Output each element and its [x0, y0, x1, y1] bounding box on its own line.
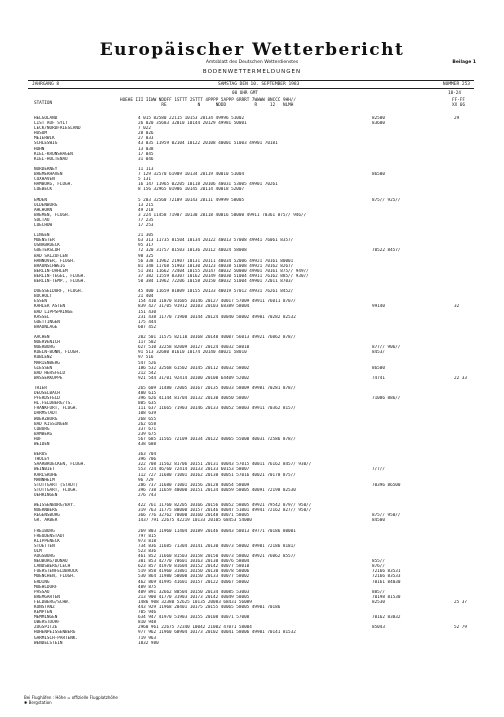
synop-code-groups: 63 313 11735 81504 10134 20122 40013 57008 49941 76061 8357/	[138, 238, 294, 244]
synop-code-groups: 268 655	[138, 416, 157, 422]
synop-code-groups: 547 526	[138, 360, 157, 366]
extra-groups: 876//	[372, 564, 385, 570]
issue-info-bar	[28, 80, 474, 89]
synop-code-groups: 1437 791 22675 42219 10133 20105 68453 54000	[138, 518, 252, 524]
station-name: AACHEN	[34, 335, 50, 341]
synop-code-groups: 443 929 11968 20401 10175 20155 40065 58005 49901 70186	[138, 605, 281, 610]
extra-groups: 82500	[372, 116, 385, 121]
station-name: KOELN-BONN, FLUGH.	[34, 350, 81, 356]
table-row	[34, 325, 474, 330]
section-heading: BODENWETTERMELDUNGEN	[202, 69, 302, 75]
table-row	[34, 493, 474, 498]
station-name: HOHENPEISSENBERG	[34, 630, 76, 636]
extra-groups: 8453/	[372, 350, 385, 356]
station-name: LINGEN	[34, 233, 50, 239]
station-name: DARMSTADT	[34, 411, 58, 417]
synop-code-groups: 519 858 41960 31801 10150 20130 40078 58006	[138, 569, 250, 575]
extra-groups: 70198 81530	[372, 594, 401, 600]
synop-code-groups: 98 325	[138, 253, 154, 259]
synop-code-groups: 37 382 11559 83307 10162 20149 40030 51004 49911 76162 885// 930//	[138, 273, 309, 279]
extra-groups: 99140	[372, 304, 385, 310]
synop-code-groups: 3 224 11458 71907 10130 20118 40016 50000 49911 70361 875// 946//	[138, 212, 307, 218]
synop-code-groups: 921 544 31/01 92414 10100 20100 64409 52002	[138, 375, 250, 381]
issue-number: NUMMER 253	[442, 82, 470, 87]
station-name: DUESSELDORF, FLUGH.	[34, 289, 84, 295]
synop-code-groups: 96 729	[138, 477, 154, 483]
station-name: BERUS	[34, 452, 47, 458]
station-name: ERDING	[34, 579, 50, 585]
synop-code-groups: 1486 908 32380 52625 10135 20083 68431 56009	[138, 599, 252, 605]
volume-label: JAHRGANG 8	[32, 82, 60, 87]
synop-code-groups: 839 427 31/05 91912 10103 20103 68389 58004	[138, 304, 250, 310]
synop-code-groups: 286 737 11680 71001 10156 20128 40054 58009	[138, 482, 250, 488]
station-name: LUECHOW	[34, 222, 53, 228]
station-name: STUTTGART, FLUGH.	[34, 487, 78, 493]
station-name: MUEHLDORF	[34, 584, 58, 590]
station-name: NUERNBERG	[34, 508, 58, 514]
station-name: MUENCHEN, FLUGH.	[34, 574, 76, 580]
station-name: HUSUM	[34, 131, 47, 137]
column-header-right: FF-FF	[452, 98, 465, 103]
station-name: NORDERNEY	[34, 166, 58, 172]
synop-code-groups: 72 320 31757 81503 10136 20112 40024 58008	[138, 248, 247, 254]
table-row	[34, 641, 474, 646]
synop-code-groups: 719 963	[138, 635, 157, 641]
station-name: DEUSELBACH	[34, 391, 60, 397]
station-name: NOERVENICH	[34, 340, 60, 346]
station-name: BAD HERSFELD	[34, 370, 66, 376]
synop-code-groups: 43 035 11959 02104 10122 20108 40001 51003 49901 70181	[138, 141, 278, 147]
station-name: SCHLESWIG	[34, 141, 58, 147]
station-name: MUENSTER	[34, 238, 55, 244]
extra-groups: 83600	[372, 121, 385, 127]
synop-code-groups: 175 444	[138, 319, 157, 325]
station-name: LUEBECK	[34, 187, 53, 193]
extra-groups: 72166 83533	[372, 574, 401, 580]
station-name: WUERZBURG	[34, 416, 58, 422]
station-name: KOBLENZ	[34, 355, 53, 361]
station-name: KIEL-HOLTENAU	[34, 156, 68, 162]
station-name: LECK/NORDFRIESLAND	[34, 126, 81, 132]
synop-code-groups: 627 510 32258 82009 10127 20124 40032 58010	[138, 345, 250, 351]
synop-code-groups: 567 685 11565 72109 10134 20122 40065 55000 40031 72586 878//	[138, 436, 296, 442]
extra-groups: 84500	[372, 518, 385, 524]
synop-code-groups: 7 129 32570 61909 10134 20119 40010 51004	[138, 172, 245, 178]
station-name: COBURG	[34, 426, 50, 432]
synop-code-groups: 151 430	[138, 309, 157, 315]
peak-gust-values: 29	[454, 116, 460, 121]
synop-code-groups: 31 046	[138, 156, 154, 162]
synop-code-groups: 462 869 41995 41601 10157 20122 40067 58002	[138, 579, 250, 585]
station-name: KIEL-KRONSHAGEN	[34, 151, 73, 157]
station-name: MANNHEIM	[34, 477, 55, 483]
synop-code-groups: 111 637 11665 71903 10146 20133 40052 58003 49911 70362 8157/	[138, 406, 296, 412]
station-table	[34, 116, 474, 646]
station-name: HANNOVER, FLUGH.	[34, 258, 76, 264]
station-name: MEIERWIK	[34, 136, 55, 142]
synop-code-groups: 805 635	[138, 401, 157, 407]
synop-code-groups: 623 857 41970 81604 10152 20142 40077 58010	[138, 564, 250, 570]
station-name: WASSERKUPPE	[34, 375, 63, 381]
synop-code-groups: 322 708 11562 81706 10151 20131 40043 57015 40011 76162 8457/ 930//	[138, 462, 312, 468]
synop-code-groups: 91 513 32680 81610 10174 20140 40021 58010	[138, 350, 247, 356]
station-name: CUXHAVEN	[34, 177, 55, 183]
synop-code-groups: 202 501 11575 82110 10168 20140 40007 56013 49921 76062 878//	[138, 335, 296, 341]
synop-code-groups: 45 400 11659 81809 10155 20133 40019 57012 49931 76261 8452/	[138, 289, 294, 295]
synop-code-groups: 734 836 11685 71304 10141 20130 40073 58002 49981 72186 8181/	[138, 543, 296, 549]
synop-code-groups: 396 738 11659 40000 10151 20134 40059 58005 40091 72198 82530	[138, 487, 296, 493]
footnote-line-2: ✱ Bergstation	[24, 700, 52, 705]
synop-code-groups: 7 022	[138, 126, 151, 132]
table-row	[34, 518, 474, 523]
synop-code-groups: 396 706	[138, 457, 157, 463]
station-name: ULM	[34, 548, 42, 554]
synop-code-groups: 319 763 11775 80000 10157 20146 40047 51001 49941 72162 827// 950//	[138, 508, 312, 514]
station-name: LANDSBERG/LECH	[34, 564, 71, 570]
synop-code-groups: 797 815	[138, 533, 157, 539]
synop-code-groups: 95 317	[138, 243, 154, 249]
station-name: EMDEN	[34, 197, 47, 203]
issue-date: SAMSTAG DEN 10. SEPTEMBER 1983	[218, 82, 300, 87]
station-name: BAMBERG	[34, 431, 53, 437]
station-name: KARLSRUHE	[34, 472, 58, 478]
synop-code-groups: 438 688	[138, 442, 157, 447]
column-header-right-sub: XX 66	[452, 103, 465, 108]
synop-code-groups: 13 038	[138, 146, 154, 152]
station-name: KONSTANZ	[34, 605, 55, 610]
extra-groups: 70396 86500	[372, 482, 401, 488]
synop-code-groups: 154 410 11870 81605 10146 20127 40017 57009 49911 76011 8707/	[138, 299, 296, 305]
table-row	[34, 223, 474, 228]
synop-code-groups: 530 864 11980 50000 10150 20133 40077 58002	[138, 574, 250, 580]
footnote-line-1: Bei Flughäfen : Höhe = offizielle Flugplatzhöhe	[24, 695, 118, 700]
synop-code-groups: 49 218	[138, 207, 154, 213]
station-name: BERLIN-TEMP., FLUGH.	[34, 279, 86, 284]
station-name: SOLTAU	[34, 217, 50, 223]
synop-code-groups: 28 026	[138, 131, 154, 137]
synop-code-groups: 50 384 11962 72206 10158 20150 40032 51004 49901 72011 8703/	[138, 279, 294, 284]
document-subtitle: Amtsblatt des Deutschen Wetterdienstes	[205, 60, 299, 65]
station-name: GR. ARBER	[34, 518, 58, 524]
synop-code-groups: 1832 980	[138, 640, 159, 646]
station-name: BAD KISSINGEN	[34, 421, 68, 427]
table-row	[34, 157, 474, 162]
synop-code-groups: 480 615	[138, 391, 157, 397]
synop-code-groups: 212 542	[138, 370, 157, 376]
synop-code-groups: 213 900 41770 31903 10173 20142 40049 58005	[138, 594, 250, 600]
station-name: KASSEL	[34, 314, 50, 320]
station-name: OLDENBURG	[34, 202, 58, 208]
supplement-label: Beilage 1	[452, 60, 476, 65]
station-name: NUERBURG	[34, 345, 55, 351]
synop-code-groups: 607 452	[138, 324, 157, 330]
extra-groups: 875// 925//	[372, 197, 401, 203]
station-name: OSNABRUECK	[34, 243, 60, 249]
station-name: KAHLER ASTEN	[34, 304, 66, 310]
station-name: WENDELSTEIN	[34, 640, 63, 646]
synop-code-groups: 523 836	[138, 548, 157, 554]
observation-time: 00 UHR GMT	[232, 91, 258, 96]
synop-code-groups: 5 131	[138, 177, 151, 183]
station-name: TRIER	[34, 385, 47, 391]
synop-code-groups: 21 305	[138, 233, 154, 239]
synop-code-groups: 363 704	[138, 452, 157, 458]
station-name: GOETTINGEN	[34, 319, 60, 325]
synop-code-groups: 8 156 32965 01906 10145 20114 40018 52007	[138, 187, 245, 193]
station-name: MARIENBERG	[34, 360, 60, 366]
extra-groups: 70161 84030	[372, 579, 401, 585]
station-name: BREMERHAVEN	[34, 172, 63, 178]
synop-code-groups: 265 609 11480 72005 10167 20135 40033 58009 49981 70281 878//	[138, 385, 296, 391]
station-name: BREMGARTEN	[34, 594, 60, 600]
station-name: BERLIN-DAHLEM	[34, 268, 68, 274]
synop-code-groups: 16 147 11965 02205 10118 20106 40031 53005 49901 70261	[138, 182, 278, 188]
station-name: HOF	[34, 436, 42, 442]
station-name: BAD LIPPSPRINGE	[34, 309, 73, 315]
extra-groups: 885//	[372, 589, 385, 595]
footnote	[24, 695, 118, 705]
station-name: ZUGSPITZE	[34, 625, 58, 631]
table-row	[34, 187, 474, 192]
extra-groups: 82530	[372, 599, 385, 605]
station-name: BERLIN-TEGEL, FLUGH.	[34, 273, 86, 279]
synop-code-groups: 17 253	[138, 222, 154, 228]
synop-code-groups: 705 946	[138, 610, 157, 616]
table-row	[34, 279, 474, 284]
table-row	[34, 376, 474, 381]
station-name: HOHN	[34, 146, 45, 152]
station-name: BREMEN, FLUGH.	[34, 212, 71, 218]
station-name: HAMBURG, FLUGH.	[34, 182, 73, 188]
synop-code-groups: 461 852 11660 81503 10158 20150 40073 58002 49921 76062 8557/	[138, 554, 296, 560]
extra-groups: 72166 83531	[372, 569, 401, 575]
synop-code-groups: 4 015 82580 22115 10153 20134 49996 51002	[138, 116, 245, 121]
station-name: FUERSTENFELDBRUCK	[34, 569, 78, 575]
extra-groups: 86500	[372, 365, 385, 371]
peak-gust-values: 52 79	[454, 625, 467, 631]
extra-groups: 74741	[372, 375, 385, 381]
synop-code-groups: 409 891 32662 80504 10150 20134 40085 53003	[138, 589, 250, 595]
synop-code-groups: 56 338 11962 21907 10131 20111 40034 52006 49921 70161 80001	[138, 258, 294, 264]
station-name: AUGSBURG	[34, 554, 55, 560]
synop-code-groups: 262 658	[138, 421, 157, 427]
station-name: STOETTEN	[34, 543, 55, 549]
station-name: REGENSBURG	[34, 513, 60, 519]
station-name: FELDBERG/SCHW.	[34, 599, 71, 605]
synop-code-groups: 231 438 11770 71908 10144 20124 40040 58002 49901 70282 82532	[138, 314, 296, 320]
station-name: HL.FELDBERG/TS.	[34, 401, 73, 407]
station-name: LIST AUF SYLT	[34, 121, 68, 127]
station-name: PFERDSFELD	[34, 396, 60, 402]
station-name: WEINBIET	[34, 467, 55, 473]
extra-groups: 7/7//	[372, 467, 385, 473]
station-name: GARMISCH-PARTENK.	[34, 635, 78, 641]
station-name: OEHRINGEN	[34, 492, 58, 498]
synop-code-groups: 27 033	[138, 136, 154, 142]
synop-code-groups: 108 639	[138, 411, 157, 417]
synop-code-groups: 269 803 11960 11404 10189 20146 40043 58013 49771 70186 80001	[138, 528, 296, 534]
synop-code-groups: 17 045	[138, 151, 154, 157]
station-name: MEMMINGEN	[34, 615, 58, 621]
station-name: WEIDEN	[34, 442, 50, 447]
station-name: BOCHOLT	[34, 294, 53, 300]
column-header-codes-sub: RE N NDDD R 12 NLMH	[120, 103, 294, 108]
synop-code-groups: 553 724 46/60 72414 10133 20133 60153 58007	[138, 467, 250, 473]
station-name: AHLHORN	[34, 207, 53, 213]
synop-code-groups: 2960 961 22675 72340 10042 21002 47071 58004	[138, 625, 252, 631]
station-name: BRAUNSCHWEIG	[34, 263, 66, 269]
station-name: GUETERSLOH	[34, 248, 60, 254]
synop-code-groups: 26 020 35683 32010 10144 20129 49981 50001	[138, 121, 247, 127]
extra-groups: 70162 83032	[372, 615, 401, 621]
extra-groups: 86500	[372, 172, 385, 178]
synop-code-groups: 276 743	[138, 492, 157, 498]
station-name: THOLEY	[34, 457, 50, 463]
synop-code-groups: 409 875	[138, 584, 157, 590]
synop-code-groups: 97 516	[138, 355, 154, 361]
table-row	[34, 442, 474, 447]
station-name: ESSEN	[34, 299, 47, 305]
station-name: NEUBURG/DONAU	[34, 559, 68, 565]
station-name: FRANKFURT, FLUGH.	[34, 406, 78, 412]
station-name: BAD SALZUFLEN	[34, 253, 68, 259]
column-header-station: STATION	[34, 101, 53, 106]
synop-code-groups: 810 948	[138, 620, 157, 626]
station-name: KLIPPENECK	[34, 538, 60, 544]
station-name: STUTTGART (STADT)	[34, 482, 78, 488]
synop-code-groups: 11 113	[138, 166, 154, 172]
station-name: GIESSEN	[34, 365, 53, 371]
synop-code-groups: 51 381 11662 72404 10155 20147 40032 50000 49901 70161 875// 949//	[138, 268, 309, 274]
synop-code-groups: 186 532 32568 61502 10145 20112 40032 58002	[138, 365, 250, 371]
extra-groups: 85043	[372, 625, 385, 631]
peak-gust-values: 22 33	[454, 375, 467, 381]
observation-time-right: 18-24	[448, 91, 461, 96]
peak-gust-values: 32	[454, 304, 460, 310]
station-name: HELGOLAND	[34, 116, 58, 121]
synop-code-groups: 5 203 32560 72109 10143 20111 49999 58005	[138, 197, 245, 203]
extra-groups: 71086 886//	[372, 396, 401, 402]
synop-code-groups: 21 404	[138, 294, 154, 300]
extra-groups: 877// 906//	[372, 345, 401, 351]
synop-code-groups: 112 727 11680 71001 10162 20130 40051 57016 40021 70178 875//	[138, 472, 296, 478]
synop-code-groups: 117 502	[138, 340, 157, 346]
synop-code-groups: 977 962 11960 60904 10173 20102 40041 58006 49901 70141 81532	[138, 630, 296, 636]
synop-code-groups: 381 853 42770 70601 10163 20130 40076 58004	[138, 559, 250, 565]
station-name: FREUDENSTADT	[34, 533, 66, 539]
synop-code-groups: 422 761 11760 82205 10166 20156 40052 58005 49921 79542 879// 950//	[138, 503, 312, 509]
extra-groups: 875// 950//	[372, 513, 401, 519]
extra-groups: 855//	[372, 559, 385, 565]
document-title: Europäischer Wetterbericht	[99, 40, 405, 60]
station-name: SAARBRUECKEN, FLUGH.	[34, 462, 86, 468]
column-header-codes: HOEHE III IIWW NDDFF 1STTT 2STTT 4PPPP 5APPP 6RRRT 7WWWW 8NCCC 9HH//	[120, 98, 296, 103]
station-name: WEISSENBURG/BAY.	[34, 503, 76, 509]
synop-code-groups: 77 235	[138, 217, 154, 223]
peak-gust-values: 25 37	[454, 599, 467, 605]
synop-code-groups: 81 348 11768 51903 10130 20123 40038 51008 49921 70162 8267/	[138, 263, 294, 269]
station-name: OBERSTDORF	[34, 620, 60, 626]
synop-code-groups: 366 776 32762 70000 10160 20148 40071 58005	[138, 513, 250, 519]
synop-code-groups: 396 626 41144 81704 10132 20130 40050 58007	[138, 396, 250, 402]
station-name: KEMPTEN	[34, 610, 53, 616]
synop-code-groups: 973 818	[138, 538, 157, 544]
synop-code-groups: 13 215	[138, 202, 154, 208]
extra-groups: 70522 8457/	[372, 248, 401, 254]
synop-code-groups: 337 671	[138, 426, 157, 432]
station-name: PASSAU	[34, 589, 50, 595]
synop-code-groups: 634 947 41970 51903 10155 20108 40071 57008	[138, 615, 250, 621]
station-name: FREIBURG	[34, 528, 55, 534]
synop-code-groups: 239 675	[138, 431, 157, 437]
station-name: BRAUNLAGE	[34, 324, 58, 330]
